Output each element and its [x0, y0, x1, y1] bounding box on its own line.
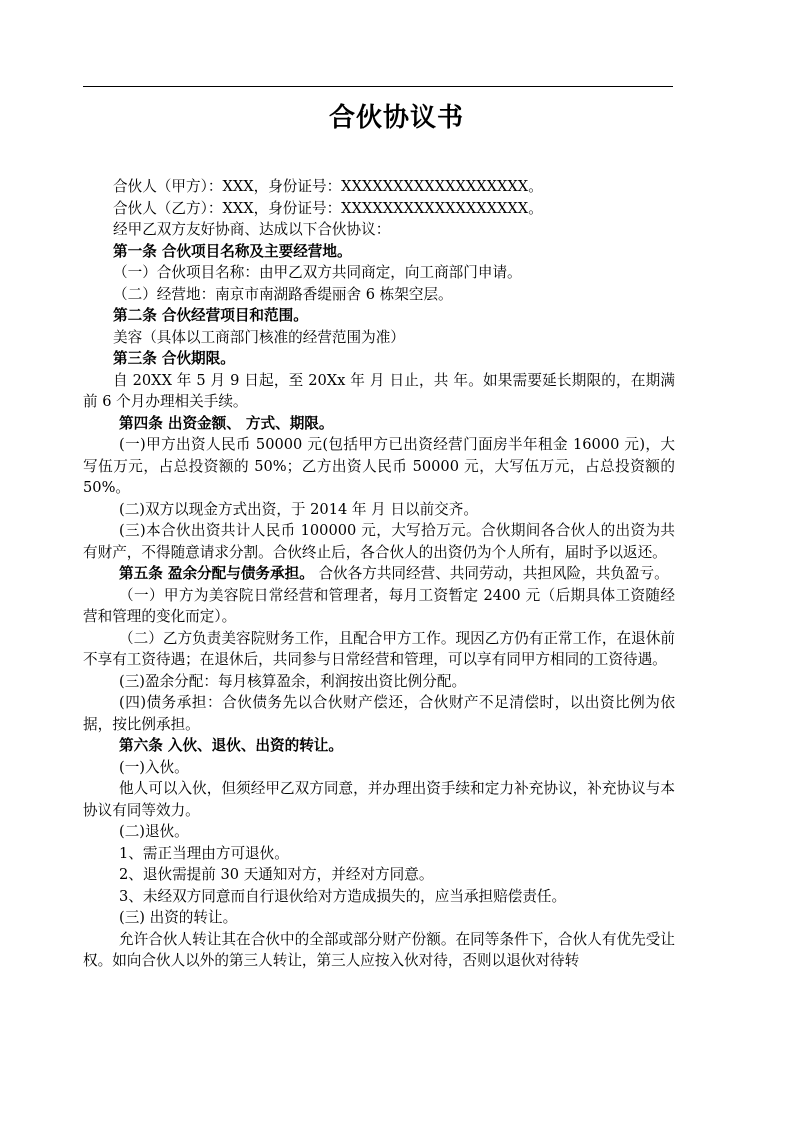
article-6-heading: 第六条 入伙、退伙、出资的转让。 — [119, 737, 343, 754]
article-2-scope: 美容（具体以工商部门核准的经营范围为准） — [113, 328, 405, 346]
document-body — [83, 176, 675, 972]
article-6-item-1-text: 他人可以入伙，但须经甲乙双方同意，并办理出资手续和定力补充协议，补充协议与本协议有同等效力。 — [83, 780, 675, 819]
agreement-intro: 经甲乙双方友好协商、达成以下合伙协议： — [113, 221, 391, 238]
article-5-lead: 合伙各方共同经营、共同劳动，共担风险，共负盈亏。 — [313, 565, 669, 582]
article-5-item-4: (四)债务承担：合伙债务先以合伙财产偿还，合伙财产不足清偿时，以出资比例为依据，按比例承担。 — [83, 694, 675, 733]
party-a-line: 合伙人（甲方）：XXX，身份证号：XXXXXXXXXXXXXXXXXX。 — [113, 178, 543, 195]
article-5-paragraph — [83, 563, 675, 585]
article-5-item-1: （一）甲方为美容院日常经营和管理者，每月工资暂定 2400 元（后期具体工资随经营和管理的变化而定）。 — [83, 586, 675, 625]
article-4-item-1: (一)甲方出资人民币 50000 元(包括甲方已出资经营门面房半年租金 16000 元)，大写伍万元，占总投资额的 50%；乙方出资人民币 50000 元，大写伍万元，占总投资额的 50%。 — [83, 436, 675, 496]
party-b-line: 合伙人（乙方）：XXX，身份证号：XXXXXXXXXXXXXXXXXX。 — [113, 199, 543, 217]
article-5-item-3: (三)盈余分配：每月核算盈余，利润按出资比例分配。 — [119, 672, 467, 690]
article-5-item-2: （二）乙方负责美容院财务工作，且配合甲方工作。现因乙方仍有正常工作，在退休前不享有工资待遇；在退休后，共同参与日常经营和管理，可以享有同甲方相同的工资待遇。 — [83, 629, 675, 668]
article-4-item-3: (三)本合伙出资共计人民币 100000 元，大写拾万元。合伙期间各合伙人的出资为共有财产，不得随意请求分割。合伙终止后，各合伙人的出资仍为个人所有，届时予以返还。 — [83, 522, 675, 561]
document-title: 合伙协议书 — [328, 103, 464, 133]
withdrawal-rule-2: 2、退伙需提前 30 天通知对方，并经对方同意。 — [119, 866, 434, 883]
article-3-heading: 第三条 合伙期限。 — [113, 350, 235, 367]
article-2-heading: 第二条 合伙经营项目和范围。 — [113, 307, 308, 324]
article-1-heading: 第一条 合伙项目名称及主要经营地。 — [113, 242, 352, 260]
article-6-item-3-text: 允许合伙人转让其在合伙中的全部或部分财产份额。在同等条件下，合伙人有优先受让权。如向合伙人以外的第三人转让，第三人应按入伙对待，否则以退伙对待转 — [83, 930, 675, 969]
article-5-heading: 第五条 盈余分配与债务承担。 — [119, 565, 314, 582]
withdrawal-rule-3: 3、未经双方同意而自行退伙给对方造成损失的，应当承担赔偿责任。 — [119, 887, 567, 905]
withdrawal-rule-1: 1、需正当理由方可退伙。 — [119, 844, 289, 862]
article-6-item-3: (三) 出资的转让。 — [119, 909, 238, 926]
article-6-item-2: (二)退伙。 — [119, 823, 189, 840]
header-rule — [83, 86, 673, 87]
article-4-item-2: (二)双方以现金方式出资，于 2014 年 月 日以前交齐。 — [119, 500, 478, 518]
article-3-term: 自 20XX 年 5 月 9 日起，至 20Xx 年 月 日止，共 年。如果需要延长期限的，在期满前 6 个月办理相关手续。 — [83, 371, 675, 410]
article-6-item-1: (一)入伙。 — [119, 758, 189, 776]
article-1-item-2: （二）经营地：南京市南湖路香缇丽舍 6 栋架空层。 — [113, 285, 453, 303]
article-1-item-1: （一）合伙项目名称：由甲乙双方共同商定，向工商部门申请。 — [113, 264, 522, 281]
article-4-heading: 第四条 出资金额、 方式、期限。 — [119, 414, 334, 432]
